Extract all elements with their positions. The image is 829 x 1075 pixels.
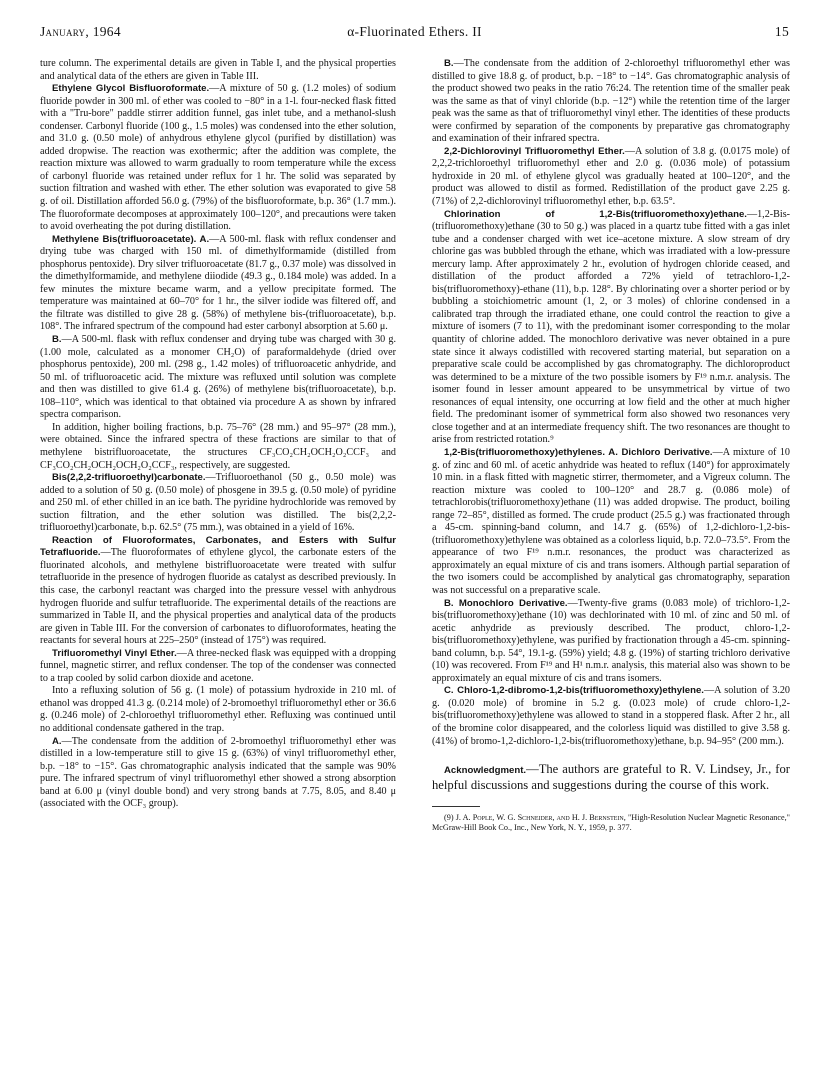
- paragraph: [40, 422, 396, 472]
- paragraph: [432, 447, 790, 598]
- paragraph: [40, 83, 396, 234]
- left-column: [40, 58, 396, 811]
- paragraph: [432, 146, 790, 209]
- paragraph-text: —The condensate from the addition of 2-bromoethyl trifluoromethyl ether was distilled in a low-temperature still to give 15 g. (63%) of vinyl trifluoromethyl ether, b.p. −18° to −15°. Gas chromatographic analysis indicated that the sample was 90% pure. The infrared spectrum of vinyl trifluoromethyl ether showed a strong absorption band at 6.00 μ (vinyl double bond) and very strong bands at 7.75, 8.05, and 8.40 μ (associated with the OCF₃ group).: [40, 735, 396, 810]
- paragraph-heading: Methylene Bis(trifluoroacetate). A.: [52, 233, 210, 245]
- paragraph-text: —A 500-ml. flask with reflux condenser and drying tube was charged with 150 ml. of dimethylformamide (distilled from phosphorus pentoxide). Dry silver trifluoroacetate (81.7 g., 0.37 mole) was dissolved in the dimethylformamide, and methylene diiodide (49.3 g., 0.184 mole) was added. In a few minutes the mixture became warm, and a yellow precipitate formed. The temperature was maintained at 60–70° for 1 hr., the silver iodide was filtered off, and the filtrate was distilled to give 28 g. (58%) of methylene bis-(trifluoroacetate), b.p. 108°. The infrared spectrum of the compound had ester carbonyl absorption at 5.60 μ.: [40, 233, 396, 333]
- paragraph-text: —Twenty-five grams (0.083 mole) of trichloro-1,2-bis(trifluoromethoxy)ethane (10) was dechlorinated with 10 ml. of zinc and 50 ml. of acetic anhydride as previously described. The product, chloro-1,2-bis(trifluoromethoxy)ethylene, was purified by fractionation through a 45-cm. spinning-band column, b.p. 54°, 19.1-g. (59%) yield; 4.8 g. (19%) of starting trichloro derivative (10) was recovered. From F¹⁹ and H¹ n.m.r. analysis, this material also was shown to be approximately an equal mixture of cis and trans isomers.: [432, 597, 791, 684]
- paragraph-text: —A solution of 3.20 g. (0.020 mole) of bromine in 5.2 g. (0.023 mole) of crude chloro-1,2-bis(trifluoromethoxy)ethylene was allowed to stand in a stoppered flask. After 2 hr., all of the bromine color disappeared, and the colorless liquid was distilled to give 3.58 g. (41%) of bromo-1,2-dichloro-1,2-bis(trifluoromethoxy)ethane, b.p. 94–95° (200 mm.).: [432, 685, 790, 747]
- paragraph-text: In addition, higher boiling fractions, b.p. 75–76° (28 mm.) and 95–97° (28 mm.), were obtained. Since the infrared spectra of these fractions are similar to that of methylene bistrifluoroacetate, the structures CF₃CO₂CH₂OCH₂O₂CCF₃ and CF₃CO₂CH₂OCH₂OCH₂O₂CCF₃, respectively, are suggested.: [40, 421, 396, 471]
- running-header: [40, 24, 789, 46]
- acknowledgment: [432, 762, 790, 794]
- paragraph: [40, 736, 396, 811]
- paragraph-text: —The condensate from the addition of 2-chloroethyl trifluoromethyl ether was distilled to give 18.8 g. of product, b.p. −18° to −14°. Gas chromatographic analysis of the product showed two peaks in the ratio 76:24. The retention time of the smaller peak was the same as that of vinyl chloride (b.p. −12°) while the retention time of the larger peak was the same as that of trifluoromethyl vinyl ether. The identities of these products were confirmed by separation of the components by preparative gas chromatography and examination of their infrared spectra.: [432, 58, 790, 145]
- footnote: [432, 813, 790, 833]
- paragraph-text: —1,2-Bis-(trifluoromethoxy)ethane (30 to 50 g.) was placed in a quartz tube fitted with a gas inlet tube and a condenser charged with wet ice–acetone mixture. A slow stream of dry chlorine gas was bubbled through the ethane, which was irradiated with a low-pressure mercury lamp. After approximately 2 hr., evolution of hydrogen chloride ceased, and distillation of the product afforded a 72% yield of tetrachloro-1,2-bis(trifluoromethoxy)-ethane (11), b.p. 128°. By chlorinating over a shorter period or by bubbling a stoichiometric amount (1, 2, or 3 moles) of chlorine condensed in a calibrated trap through the irradiated ethane, one could control the reaction to give a mixture of isomers (7 to 11), with the predominant isomer corresponding to the molar quantity of chlorine added. The monochloro derivative was never obtained in a pure state since it always codistilled with recovered starting material, but separation on a preparative scale could be accomplished by gas chromatography. The dichloroproduct was determined to be a mixture of the two possible isomers by F¹⁹ n.m.r. analysis. The isomer found in lesser amount appeared to be unsymmetrical by virtue of two resonances of equal intensity, one occurring at low field and the other at much higher field. The predominant isomer of symmetrical form also showed two resonances very close together and at an intermediate frequency shift. The two resonances are thought to arise from restricted rotation.⁹: [432, 208, 790, 446]
- right-column: [432, 58, 790, 833]
- paragraph: [40, 334, 396, 422]
- paragraph-text: —The fluoroformates of ethylene glycol, the carbonate esters of the fluorinated alcohols, and methylene bistrifluoroacetate were treated with sulfur tetrafluoride in the presence of hydrogen fluoride as catalyst as described previously. In this case, the carbonyl reactant was charged into the pressure vessel with anhydrous hydrogen fluoride and sulfur tetrafluoride. The experimental details of the reactions are summarized in Table II, and the physical properties and analytical data of the products are given in Table III. For the conversion of carbonates to difluoroformates, heating the reactants for several hours at 225–250° (instead of 175°) was required.: [40, 547, 396, 647]
- paragraph: [432, 58, 790, 146]
- paragraph-text: —A 500-ml. flask with reflux condenser and drying tube was charged with 30 g. (1.00 mole, calculated as a monomer CH₂O) of paraformaldehyde (dried over phosphorus pentoxide), 200 ml. (298 g., 1.42 moles) of trifluoroacetic anhydride, and 50 ml. of trifluoroacetic acid. The mixture was refluxed until solution was complete and then was distilled to give 61.4 g. (26%) of methylene bis(trifluoroacetate), b.p. 108–110°, which was identical to that obtained via procedure A as shown by infrared spectra comparison.: [40, 334, 396, 421]
- page-number: 15: [774, 24, 789, 39]
- paragraph-heading: Trifluoromethyl Vinyl Ether.: [52, 647, 177, 659]
- paragraph: [40, 685, 396, 735]
- paragraph: [40, 58, 396, 83]
- acknowledgment-heading: Acknowledgment.: [444, 765, 527, 777]
- acknowledgment-text: —The authors are grateful to R. V. Lindsey, Jr., for helpful discussions and suggestions during the course of this work.: [432, 762, 790, 793]
- paragraph: [432, 598, 790, 686]
- paragraph-heading: 1,2-Bis(trifluoromethoxy)ethylenes. A. Dichloro Derivative.: [444, 446, 713, 458]
- footnote-authors: J. A. Pople, W. G. Schneider, and H. J. Bernstein,: [455, 812, 626, 822]
- paragraph-heading: Chlorination of 1,2-Bis(trifluoromethoxy)ethane.: [444, 208, 747, 220]
- paragraph-heading: 2,2-Dichlorovinyl Trifluoromethyl Ether.: [444, 145, 625, 157]
- paragraph: [432, 685, 790, 748]
- paragraph-text: ture column. The experimental details are given in Table I, and the physical properties and analytical data of the ethers are given in Table III.: [40, 58, 396, 82]
- paragraph: [432, 209, 790, 447]
- footnote-text: "High-Resolution Nuclear Magnetic Resonance," McGraw-Hill Book Co., Inc., New York, N. Y., 1959, p. 377.: [432, 812, 791, 833]
- paragraph-text: —A three-necked flask was equipped with a dropping funnel, magnetic stirrer, and reflux condenser. The top of the condenser was connected to a trap cooled by solid carbon dioxide and acetone.: [40, 647, 396, 684]
- paragraph-heading: A.: [52, 735, 62, 747]
- footnote-rule: [432, 806, 480, 807]
- paragraph: [40, 234, 396, 334]
- paragraph-text: —A mixture of 10 g. of zinc and 60 ml. of acetic anhydride was heated to reflux (140°) for approximately 10 min. in a flask fitted with magnetic stirrer, thermometer, and a Vigreux column. The reaction mixture was cooled to 100–120° and 28.7 g. (0.086 mole) of tetrachlorobis(trifluoromethoxy)ethane (11) was added dropwise. The product, boiling range 72–85°, distilled as formed. The crude product (25.5 g.) was fractionated through a 45-cm. spinning-band column, and 14.7 g. (65%) of 1,2-dichloro-1,2-bis-(trifluoromethoxy)ethylene was obtained as a colorless liquid, b.p. 72.0–73.5°. From the appearance of two F¹⁹ n.m.r. resonances, the product was characterized as approximately an equal mixture of cis and trans isomers. Although partial separation of the two isomers could be accomplished by analytical gas chromatography, separation was not successful on a preparative scale.: [432, 446, 790, 596]
- paragraph-heading: C. Chloro-1,2-dibromo-1,2-bis(trifluoromethoxy)ethylene.: [444, 685, 704, 697]
- paragraph: [40, 648, 396, 686]
- paragraph-text: —A mixture of 50 g. (1.2 moles) of sodium fluoride powder in 300 ml. of ether was cooled to −80° in a 1-l. four-necked flask fitted with a "Tru-bore" paddle stirrer addition funnel, gas inlet tube, and a methanol-slush condenser. Carbonyl fluoride (100 g., 1.5 moles) was condensed into the ether solution, and 31.0 g. (0.50 mole) of anhydrous ethylene glycol (purified by distillation) was added dropwise. The reaction was exothermic; after the addition was complete, the reaction mixture was allowed to warm gradually to room temperature while the excess of carbonyl fluoride was retained under reflux for 1 hr. The solid was separated by suction filtration and washed with ether. The ether solution was evaporated to give 58 g. of oil. Distillation afforded 56.0 g. (79%) of the bisfluoroformate, b.p. 36° (1.7 mm.). The fluoroformate decomposes at approximately 100–120°, and precautions were taken to avoid overheating the pot during distillation.: [40, 83, 396, 233]
- footnote-marker: (9): [444, 812, 454, 822]
- paragraph: [40, 535, 396, 648]
- paragraph-text: —Trifluoroethanol (50 g., 0.50 mole) was added to a solution of 50 g. (0.50 mole) of phosgene in 39.5 g. (0.50 mole) of pyridine and 250 ml. of ether chilled in an ice bath. The pyridine hydrochloride was removed by suction filtration, and the ether solution was distilled. The bis(2,2,2-trifluoroethyl)carbonate, b.p. 62.5° (75 mm.), was obtained in a yield of 16%.: [40, 472, 396, 534]
- header-date: January, 1964: [40, 24, 121, 39]
- paragraph-heading: B.: [444, 58, 454, 69]
- paragraph: [40, 472, 396, 535]
- paragraph-text: Into a refluxing solution of 56 g. (1 mole) of potassium hydroxide in 210 ml. of ethanol was dropped 41.3 g. (0.214 mole) of 2-bromoethyl trifluoromethyl ether or 36.6 g. (0.246 mole) of 2-chloroethyl trifluoromethyl ether. Refluxing was continued until no additional condensate gathered in the trap.: [40, 685, 396, 734]
- paragraph-heading: Reaction of Fluoroformates, Carbonates, and Esters with Sulfur Tetrafluoride.: [40, 534, 396, 559]
- paragraph-heading: B.: [52, 334, 62, 346]
- paragraph-heading: Ethylene Glycol Bisfluoroformate.: [52, 83, 210, 95]
- header-title: α-Fluorinated Ethers. II: [347, 24, 482, 39]
- paragraph-text: —A solution of 3.8 g. (0.0175 mole) of 2,2,2-trichloroethyl trifluoromethyl ether and 2.0 g. (0.036 mole) of potassium hydroxide in 20 ml. of ethylene glycol was gradually heated at 100–120°, and the product was allowed to distil as formed. Redistillation of the product gave 2.25 g. (71%) of 2,2-dichlorovinyl trifluoromethyl ether, b.p. 63.5°.: [432, 145, 790, 208]
- paragraph-heading: B. Monochloro Derivative.: [444, 597, 568, 609]
- paragraph-heading: Bis(2,2,2-trifluoroethyl)carbonate.: [52, 472, 206, 484]
